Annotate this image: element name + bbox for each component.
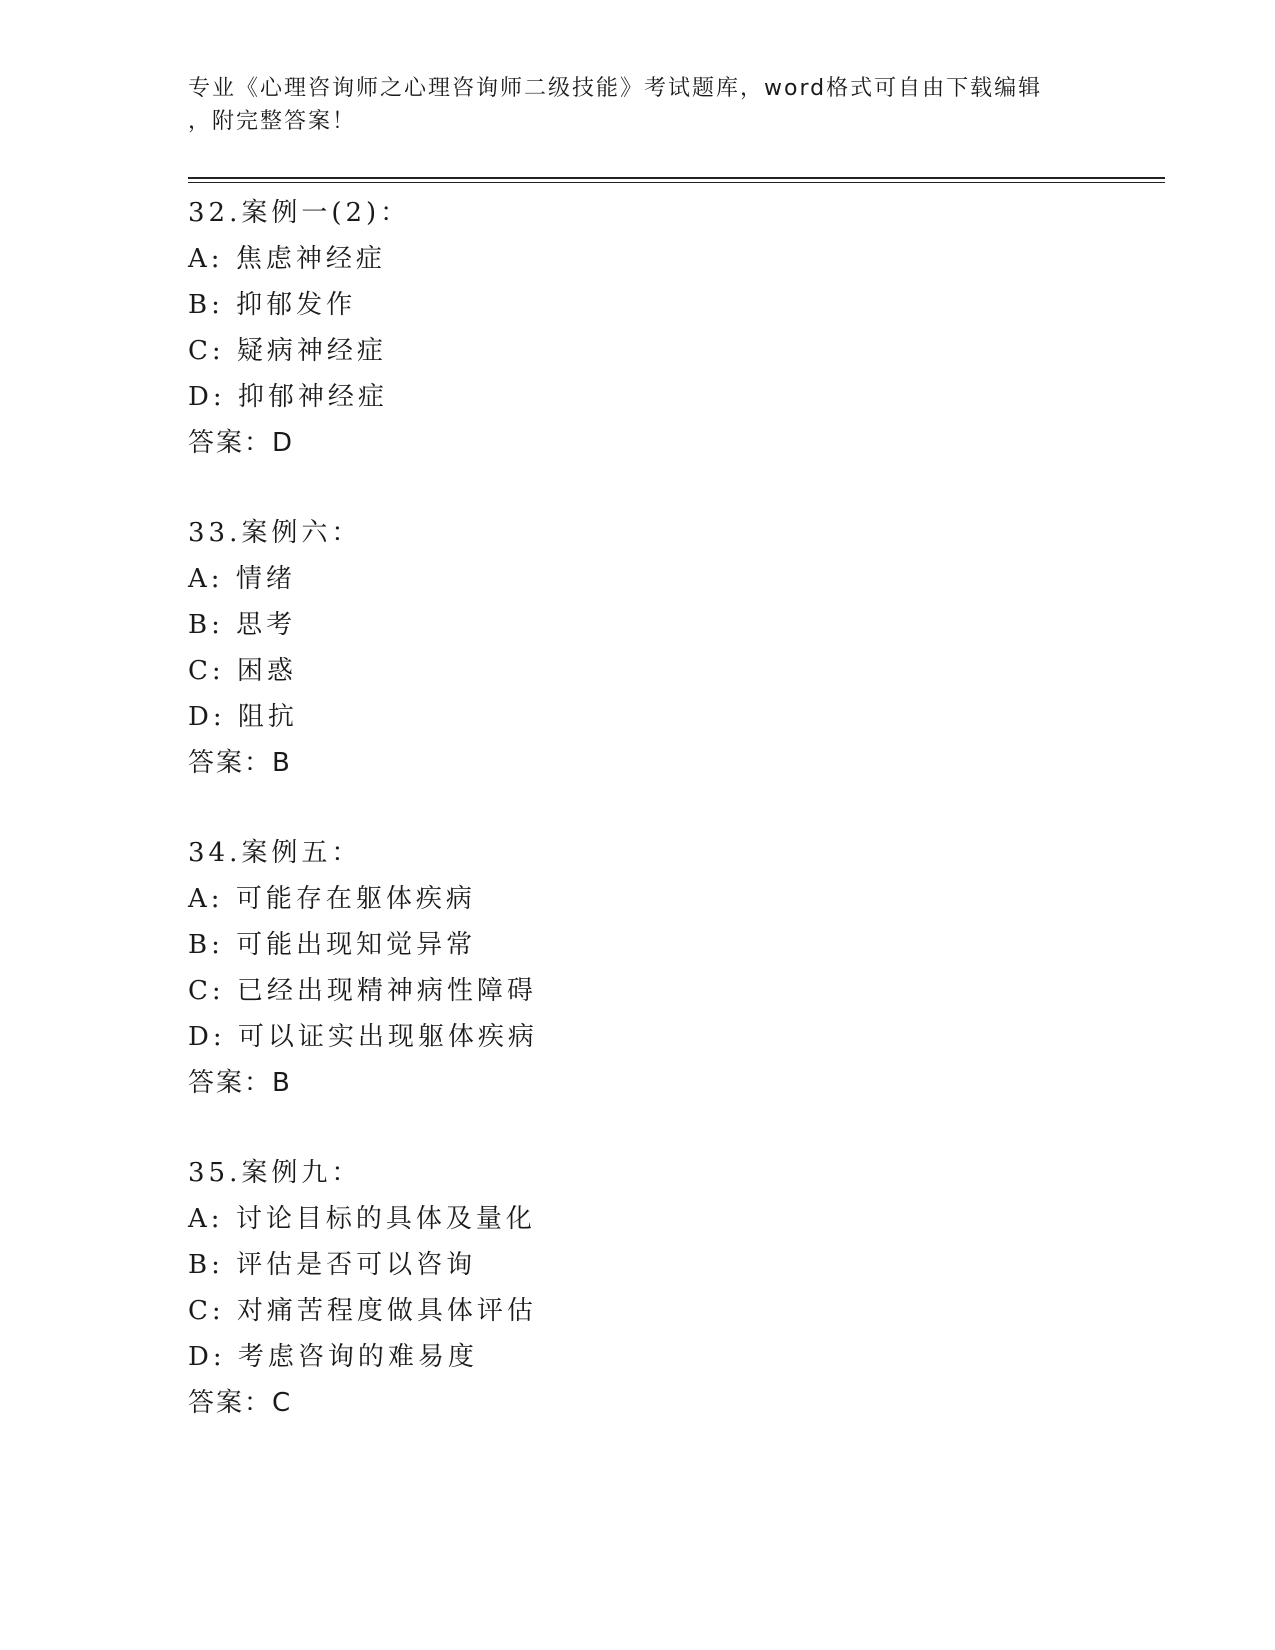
option-letter: D: bbox=[188, 1342, 226, 1372]
option-b bbox=[188, 1242, 1148, 1288]
option-letter: A: bbox=[188, 564, 224, 594]
option-a bbox=[188, 236, 1148, 282]
option-d bbox=[188, 1014, 1148, 1060]
option-text: 可以证实出现躯体疾病 bbox=[237, 1022, 538, 1052]
option-c bbox=[188, 648, 1148, 694]
document-header bbox=[188, 72, 1088, 138]
option-letter: C: bbox=[188, 336, 225, 366]
question-title: 35.案例九： bbox=[188, 1158, 362, 1188]
option-c bbox=[188, 328, 1148, 374]
option-letter: C: bbox=[188, 1296, 225, 1326]
option-letter: B: bbox=[188, 610, 224, 640]
option-text: 抑郁神经症 bbox=[237, 382, 388, 412]
option-a bbox=[188, 876, 1148, 922]
option-text: 情绪 bbox=[235, 564, 296, 594]
question-title: 32.案例一(2)： bbox=[188, 198, 411, 228]
option-text: 可能存在躯体疾病 bbox=[235, 884, 476, 914]
option-text: 困惑 bbox=[236, 656, 297, 686]
option-c bbox=[188, 1288, 1148, 1334]
option-d bbox=[188, 374, 1148, 420]
question-32 bbox=[188, 190, 1148, 466]
option-text: 对痛苦程度做具体评估 bbox=[236, 1296, 537, 1326]
answer-line: 答案：C bbox=[188, 1388, 293, 1418]
option-d bbox=[188, 694, 1148, 740]
option-text: 已经出现精神病性障碍 bbox=[236, 976, 537, 1006]
header-line-2: ，附完整答案！ bbox=[188, 109, 357, 134]
option-text: 评估是否可以咨询 bbox=[236, 1250, 477, 1280]
option-c bbox=[188, 968, 1148, 1014]
answer-line: 答案：B bbox=[188, 748, 292, 778]
option-text: 讨论目标的具体及量化 bbox=[235, 1204, 536, 1234]
header-line-1: 专业《心理咨询师之心理咨询师二级技能》考试题库，word格式可自由下载编辑 bbox=[188, 76, 1043, 101]
question-35 bbox=[188, 1150, 1148, 1426]
option-b bbox=[188, 282, 1148, 328]
option-letter: D: bbox=[188, 702, 226, 732]
option-text: 考虑咨询的难易度 bbox=[237, 1342, 478, 1372]
option-letter: A: bbox=[188, 884, 224, 914]
option-letter: C: bbox=[188, 656, 225, 686]
answer-line: 答案：D bbox=[188, 428, 295, 458]
option-text: 思考 bbox=[236, 610, 297, 640]
header-divider-thick bbox=[188, 177, 1165, 179]
option-text: 阻抗 bbox=[237, 702, 298, 732]
option-letter: A: bbox=[188, 244, 224, 274]
option-letter: D: bbox=[188, 382, 226, 412]
question-title: 34.案例五： bbox=[188, 838, 362, 868]
option-text: 抑郁发作 bbox=[236, 290, 357, 320]
question-list bbox=[188, 190, 1148, 1470]
option-b bbox=[188, 602, 1148, 648]
option-text: 可能出现知觉异常 bbox=[236, 930, 477, 960]
question-34 bbox=[188, 830, 1148, 1106]
question-title: 33.案例六： bbox=[188, 518, 362, 548]
option-letter: B: bbox=[188, 1250, 224, 1280]
answer-line: 答案：B bbox=[188, 1068, 292, 1098]
option-letter: D: bbox=[188, 1022, 226, 1052]
option-text: 疑病神经症 bbox=[236, 336, 387, 366]
option-letter: A: bbox=[188, 1204, 224, 1234]
option-letter: C: bbox=[188, 976, 225, 1006]
option-text: 焦虑神经症 bbox=[235, 244, 386, 274]
option-b bbox=[188, 922, 1148, 968]
option-letter: B: bbox=[188, 930, 224, 960]
question-33 bbox=[188, 510, 1148, 786]
header-divider-thin bbox=[188, 182, 1165, 183]
option-a bbox=[188, 556, 1148, 602]
option-d bbox=[188, 1334, 1148, 1380]
option-letter: B: bbox=[188, 290, 224, 320]
option-a bbox=[188, 1196, 1148, 1242]
